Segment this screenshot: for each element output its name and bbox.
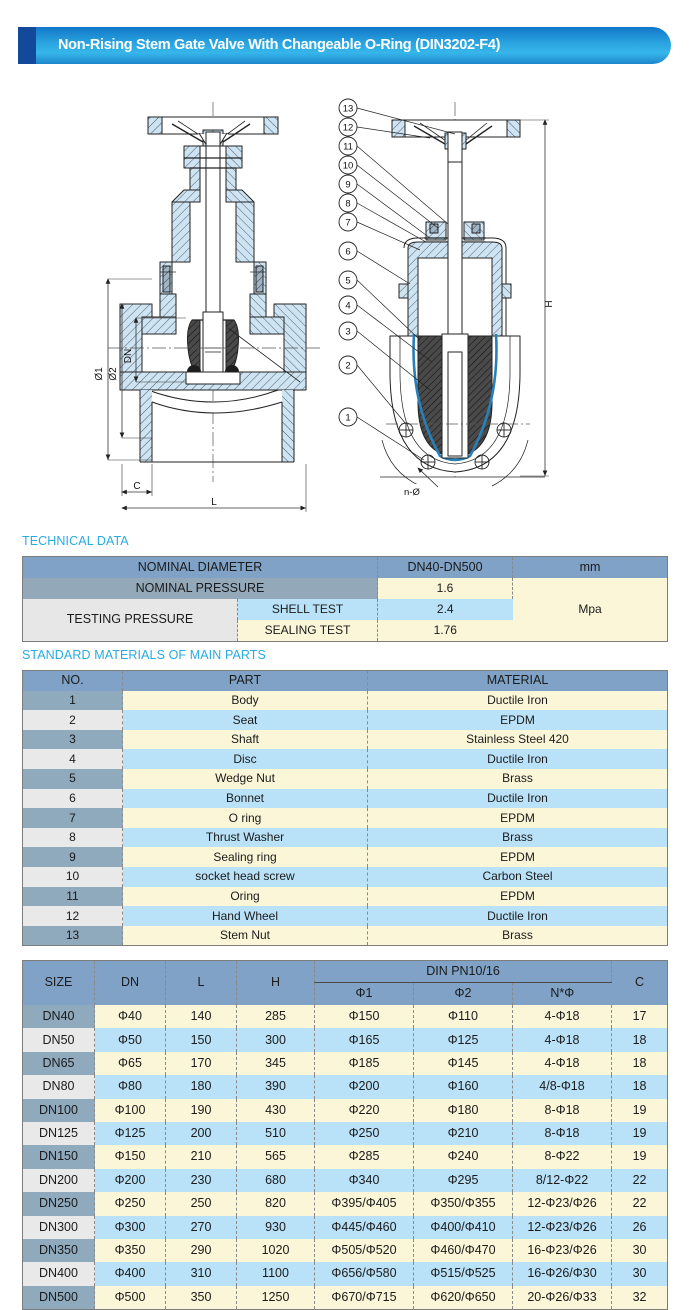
material-name: EPDM <box>368 710 668 730</box>
table-row <box>23 1122 668 1145</box>
dim-nphi: 4-Φ18 <box>513 1028 612 1051</box>
dim-l: 250 <box>166 1192 237 1215</box>
material-part: Bonnet <box>123 789 368 809</box>
dim-h: 680 <box>237 1169 315 1192</box>
dim-size: DN100 <box>23 1099 95 1122</box>
dim-nphi: 12-Φ23/Φ26 <box>513 1216 612 1239</box>
dim-c: 18 <box>612 1052 668 1075</box>
material-no: 5 <box>23 769 123 789</box>
dim-col-phi2: Φ2 <box>414 983 513 1006</box>
dim-phi2: Φ295 <box>414 1169 513 1192</box>
dim-c: 32 <box>612 1286 668 1310</box>
dim-dn: Φ125 <box>95 1122 166 1145</box>
nominal-pressure-label: NOMINAL PRESSURE <box>23 578 378 599</box>
material-part: Hand Wheel <box>123 906 368 926</box>
dim-col-nphi: N*Φ <box>513 983 612 1006</box>
dim-label-h: H <box>544 300 555 308</box>
title-banner <box>18 27 671 64</box>
material-name: EPDM <box>368 847 668 867</box>
table-row <box>23 1052 668 1075</box>
dim-size: DN80 <box>23 1075 95 1098</box>
material-no: 1 <box>23 691 123 711</box>
dim-size: DN500 <box>23 1286 95 1310</box>
dim-size: DN200 <box>23 1169 95 1192</box>
dim-h: 285 <box>237 1005 315 1028</box>
dim-h: 300 <box>237 1028 315 1051</box>
dim-h: 1020 <box>237 1239 315 1262</box>
dim-l: 140 <box>166 1005 237 1028</box>
dim-phi1: Φ670/Φ715 <box>315 1286 414 1310</box>
table-header-row <box>23 671 668 691</box>
dim-label-n-phi: n-Ø <box>404 487 420 498</box>
svg-text:9: 9 <box>345 179 351 191</box>
dim-h: 930 <box>237 1216 315 1239</box>
dim-phi1: Φ220 <box>315 1099 414 1122</box>
material-part: Shaft <box>123 730 368 750</box>
dim-nphi: 16-Φ23/Φ26 <box>513 1239 612 1262</box>
dim-dn: Φ80 <box>95 1075 166 1098</box>
dim-l: 350 <box>166 1286 237 1310</box>
material-name: Stainless Steel 420 <box>368 730 668 750</box>
dim-phi2: Φ350/Φ355 <box>414 1192 513 1215</box>
material-no: 11 <box>23 887 123 907</box>
dim-col-dn: DN <box>95 961 166 1006</box>
material-name: Ductile Iron <box>368 749 668 769</box>
pressure-unit: Mpa <box>513 578 668 642</box>
dim-h: 1100 <box>237 1262 315 1285</box>
table-row <box>23 1099 668 1122</box>
dim-phi2: Φ400/Φ410 <box>414 1216 513 1239</box>
technical-data-table <box>22 556 668 642</box>
material-part: Thrust Washer <box>123 828 368 848</box>
table-row <box>23 887 668 907</box>
dim-label-phi1: Ø1 <box>94 367 105 381</box>
material-no: 8 <box>23 828 123 848</box>
dim-label-dn: DN <box>123 348 134 364</box>
material-part: Stem Nut <box>123 926 368 946</box>
dim-nphi: 4-Φ18 <box>513 1052 612 1075</box>
dim-phi1: Φ445/Φ460 <box>315 1216 414 1239</box>
table-row <box>23 578 668 599</box>
material-part: Disc <box>123 749 368 769</box>
dim-h: 510 <box>237 1122 315 1145</box>
section-heading-standard-materials: STANDARD MATERIALS OF MAIN PARTS <box>22 648 266 662</box>
dim-l: 210 <box>166 1145 237 1168</box>
dimensions-table <box>22 960 668 1310</box>
material-name: Ductile Iron <box>368 789 668 809</box>
dim-phi1: Φ200 <box>315 1075 414 1098</box>
sealing-test-label: SEALING TEST <box>238 620 378 642</box>
dim-size: DN300 <box>23 1216 95 1239</box>
dim-nphi: 20-Φ26/Φ33 <box>513 1286 612 1310</box>
dim-l: 200 <box>166 1122 237 1145</box>
dim-size: DN50 <box>23 1028 95 1051</box>
material-no: 7 <box>23 808 123 828</box>
dim-dn: Φ50 <box>95 1028 166 1051</box>
svg-text:3: 3 <box>345 326 351 338</box>
table-header-row <box>23 961 668 983</box>
dim-c: 22 <box>612 1192 668 1215</box>
svg-text:13: 13 <box>342 103 354 115</box>
dim-phi1: Φ656/Φ580 <box>315 1262 414 1285</box>
dim-phi1: Φ250 <box>315 1122 414 1145</box>
svg-text:5: 5 <box>345 275 351 287</box>
dim-label-l: L <box>211 497 217 508</box>
dim-nphi: 8-Φ22 <box>513 1145 612 1168</box>
dim-c: 30 <box>612 1239 668 1262</box>
page-title: Non-Rising Stem Gate Valve With Changeable O-Ring (DIN3202-F4) <box>58 37 501 53</box>
nominal-diameter-label: NOMINAL DIAMETER <box>23 557 378 579</box>
dim-nphi: 4-Φ18 <box>513 1005 612 1028</box>
dim-phi1: Φ505/Φ520 <box>315 1239 414 1262</box>
dim-size: DN350 <box>23 1239 95 1262</box>
table-row <box>23 1192 668 1215</box>
dim-phi2: Φ620/Φ650 <box>414 1286 513 1310</box>
dim-phi2: Φ180 <box>414 1099 513 1122</box>
table-row <box>23 1028 668 1051</box>
dim-phi2: Φ460/Φ470 <box>414 1239 513 1262</box>
dim-dn: Φ500 <box>95 1286 166 1310</box>
dim-phi2: Φ145 <box>414 1052 513 1075</box>
svg-text:2: 2 <box>345 360 351 372</box>
dim-nphi: 8-Φ18 <box>513 1099 612 1122</box>
dim-h: 345 <box>237 1052 315 1075</box>
table-row <box>23 557 668 579</box>
table-row <box>23 867 668 887</box>
material-no: 4 <box>23 749 123 769</box>
material-no: 12 <box>23 906 123 926</box>
table-row <box>23 789 668 809</box>
table-row <box>23 926 668 946</box>
dim-phi1: Φ150 <box>315 1005 414 1028</box>
dim-col-h: H <box>237 961 315 1006</box>
material-no: 13 <box>23 926 123 946</box>
svg-text:7: 7 <box>345 217 351 229</box>
table-row <box>23 1169 668 1192</box>
svg-text:4: 4 <box>345 300 351 312</box>
dim-nphi: 4/8-Φ18 <box>513 1075 612 1098</box>
dim-dn: Φ250 <box>95 1192 166 1215</box>
table-row <box>23 1145 668 1168</box>
dim-l: 290 <box>166 1239 237 1262</box>
material-no: 2 <box>23 710 123 730</box>
material-name: Brass <box>368 828 668 848</box>
material-name: Carbon Steel <box>368 867 668 887</box>
sealing-test-value: 1.76 <box>378 620 513 642</box>
dim-h: 820 <box>237 1192 315 1215</box>
table-row <box>23 906 668 926</box>
dim-dn: Φ300 <box>95 1216 166 1239</box>
dim-size: DN250 <box>23 1192 95 1215</box>
dim-phi2: Φ240 <box>414 1145 513 1168</box>
dim-c: 19 <box>612 1122 668 1145</box>
svg-text:10: 10 <box>342 160 354 172</box>
dim-l: 170 <box>166 1052 237 1075</box>
svg-text:6: 6 <box>345 246 351 258</box>
table-row <box>23 808 668 828</box>
dim-col-group-din: DIN PN10/16 <box>315 961 612 983</box>
dim-size: DN40 <box>23 1005 95 1028</box>
material-name: EPDM <box>368 887 668 907</box>
dim-l: 180 <box>166 1075 237 1098</box>
dim-dn: Φ100 <box>95 1099 166 1122</box>
dim-h: 430 <box>237 1099 315 1122</box>
dim-c: 22 <box>612 1169 668 1192</box>
dim-size: DN65 <box>23 1052 95 1075</box>
svg-text:12: 12 <box>342 122 354 134</box>
table-row <box>23 1216 668 1239</box>
material-part: O ring <box>123 808 368 828</box>
table-row <box>23 749 668 769</box>
banner-accent-block <box>18 27 36 64</box>
svg-text:1: 1 <box>345 412 351 424</box>
valve-technical-drawing <box>0 72 689 512</box>
dim-c: 26 <box>612 1216 668 1239</box>
shell-test-label: SHELL TEST <box>238 599 378 620</box>
material-part: Body <box>123 691 368 711</box>
table-row <box>23 710 668 730</box>
dim-nphi: 12-Φ23/Φ26 <box>513 1192 612 1215</box>
dim-phi2: Φ110 <box>414 1005 513 1028</box>
material-no: 10 <box>23 867 123 887</box>
dim-size: DN400 <box>23 1262 95 1285</box>
dim-l: 190 <box>166 1099 237 1122</box>
table-row <box>23 691 668 711</box>
table-row <box>23 730 668 750</box>
dim-l: 310 <box>166 1262 237 1285</box>
dim-phi1: Φ165 <box>315 1028 414 1051</box>
materials-col-part: PART <box>123 671 368 691</box>
table-row <box>23 769 668 789</box>
material-part: socket head screw <box>123 867 368 887</box>
svg-text:8: 8 <box>345 198 351 210</box>
dim-c: 18 <box>612 1075 668 1098</box>
table-row <box>23 828 668 848</box>
dim-col-phi1: Φ1 <box>315 983 414 1006</box>
material-name: Brass <box>368 769 668 789</box>
dim-nphi: 16-Φ26/Φ30 <box>513 1262 612 1285</box>
material-name: Ductile Iron <box>368 691 668 711</box>
dim-nphi: 8-Φ18 <box>513 1122 612 1145</box>
material-name: Ductile Iron <box>368 906 668 926</box>
dim-c: 19 <box>612 1099 668 1122</box>
table-row <box>23 1286 668 1310</box>
materials-col-no: NO. <box>23 671 123 691</box>
dim-col-c: C <box>612 961 668 1006</box>
svg-text:11: 11 <box>343 141 353 153</box>
table-row <box>23 1239 668 1262</box>
dim-c: 19 <box>612 1145 668 1168</box>
dim-dn: Φ40 <box>95 1005 166 1028</box>
dim-dn: Φ200 <box>95 1169 166 1192</box>
nominal-diameter-unit: mm <box>513 557 668 579</box>
material-name: Brass <box>368 926 668 946</box>
table-row <box>23 1005 668 1028</box>
dim-size: DN125 <box>23 1122 95 1145</box>
dim-h: 565 <box>237 1145 315 1168</box>
materials-table <box>22 670 668 946</box>
table-row <box>23 847 668 867</box>
dim-phi1: Φ340 <box>315 1169 414 1192</box>
dim-dn: Φ65 <box>95 1052 166 1075</box>
dim-phi1: Φ185 <box>315 1052 414 1075</box>
nominal-pressure-value: 1.6 <box>378 578 513 599</box>
dim-dn: Φ150 <box>95 1145 166 1168</box>
dim-dn: Φ400 <box>95 1262 166 1285</box>
dim-phi1: Φ395/Φ405 <box>315 1192 414 1215</box>
material-part: Wedge Nut <box>123 769 368 789</box>
material-part: Sealing ring <box>123 847 368 867</box>
section-heading-technical-data: TECHNICAL DATA <box>22 534 129 548</box>
dim-c: 17 <box>612 1005 668 1028</box>
dim-label-phi2: Ø2 <box>108 367 119 381</box>
material-no: 6 <box>23 789 123 809</box>
testing-pressure-label: TESTING PRESSURE <box>23 599 238 642</box>
material-part: Oring <box>123 887 368 907</box>
dim-col-l: L <box>166 961 237 1006</box>
dim-l: 230 <box>166 1169 237 1192</box>
shell-test-value: 2.4 <box>378 599 513 620</box>
dim-phi2: Φ515/Φ525 <box>414 1262 513 1285</box>
materials-col-material: MATERIAL <box>368 671 668 691</box>
dim-size: DN150 <box>23 1145 95 1168</box>
dim-l: 150 <box>166 1028 237 1051</box>
dim-h: 1250 <box>237 1286 315 1310</box>
table-row <box>23 1075 668 1098</box>
dim-c: 18 <box>612 1028 668 1051</box>
material-name: EPDM <box>368 808 668 828</box>
material-part: Seat <box>123 710 368 730</box>
dim-dn: Φ350 <box>95 1239 166 1262</box>
dim-phi2: Φ210 <box>414 1122 513 1145</box>
dim-col-size: SIZE <box>23 961 95 1006</box>
dim-label-c: C <box>133 481 141 492</box>
table-row <box>23 1262 668 1285</box>
dim-l: 270 <box>166 1216 237 1239</box>
dim-phi2: Φ160 <box>414 1075 513 1098</box>
dim-h: 390 <box>237 1075 315 1098</box>
dim-phi2: Φ125 <box>414 1028 513 1051</box>
material-no: 9 <box>23 847 123 867</box>
nominal-diameter-value: DN40-DN500 <box>378 557 513 579</box>
dim-c: 30 <box>612 1262 668 1285</box>
dim-nphi: 8/12-Φ22 <box>513 1169 612 1192</box>
dim-phi1: Φ285 <box>315 1145 414 1168</box>
material-no: 3 <box>23 730 123 750</box>
